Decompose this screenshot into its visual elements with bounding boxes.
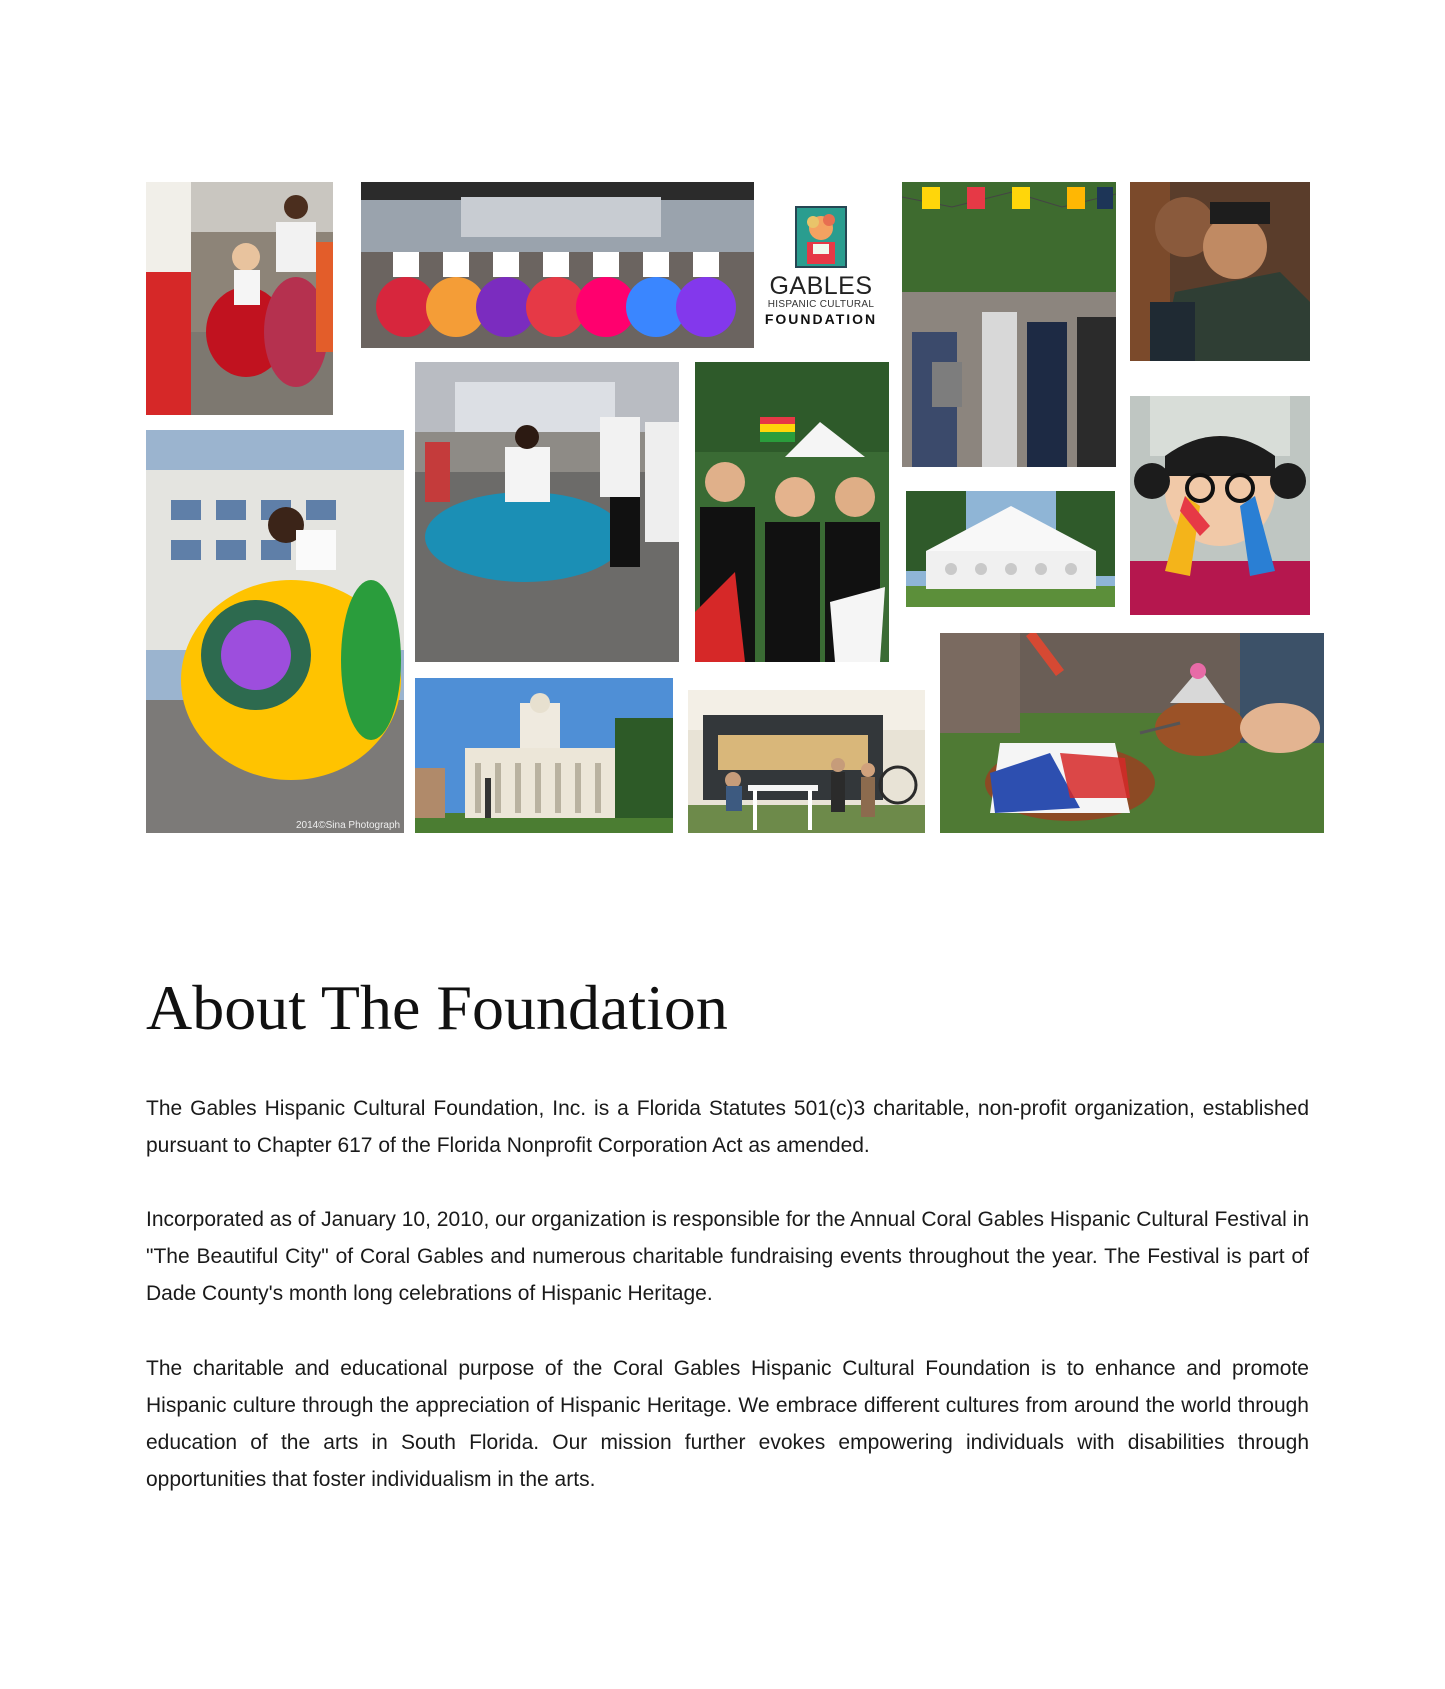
photo-credit: 2014©Sina Photograph	[296, 820, 401, 831]
photo-girl-painted-hands	[1130, 396, 1310, 615]
page-title: About The Foundation	[146, 972, 728, 1043]
photo-dachshund-costume	[940, 633, 1324, 833]
photo-food-truck	[688, 690, 925, 833]
paragraph-mission: The charitable and educational purpose of the Coral Gables Hispanic Cultural Foundation is to enhance and promote Hispanic culture through the appreciation of Hispanic Heritage. We embrace different cultures from around the world through education of the arts in South Florida. Our mission further evokes empowering individuals with disabilities through opportunities that foster individualism in the arts.	[146, 1357, 1309, 1491]
photo-girls-dancing	[146, 182, 333, 415]
photo-yellow-dress-dancer	[146, 430, 404, 833]
logo-text-hispanic-cultural: HISPANIC CULTURAL	[767, 299, 875, 310]
paragraph-incorporation: Incorporated as of January 10, 2010, our organization is responsible for the Annual Coral Gables Hispanic Cultural Festival in "The Beautiful City" of Coral Gables and numerous charitable fundraising events throughout the year. The Festival is part of Dade County's month long celebrations of Hispanic Heritage.	[146, 1208, 1309, 1305]
photo-women-with-fans	[695, 362, 889, 662]
paragraph-legal-status: The Gables Hispanic Cultural Foundation, Inc. is a Florida Statutes 501(c)3 charitable, non-profit organization, established pursuant to Chapter 617 of the Florida Nonprofit Corporation Act as amended.	[146, 1097, 1309, 1157]
photo-white-tent	[906, 491, 1115, 607]
photo-blue-skirt-dancer	[415, 362, 679, 662]
photo-historic-building	[415, 678, 673, 833]
logo-text-foundation: FOUNDATION	[764, 311, 878, 327]
foundation-logo	[756, 206, 886, 326]
photo-friends-hugging	[1130, 182, 1310, 361]
logo-text-gables: GABLES	[769, 272, 873, 300]
photo-festival-crowd	[902, 182, 1116, 467]
logo-mark-icon	[795, 206, 847, 268]
photo-stage-dancers	[361, 182, 754, 348]
